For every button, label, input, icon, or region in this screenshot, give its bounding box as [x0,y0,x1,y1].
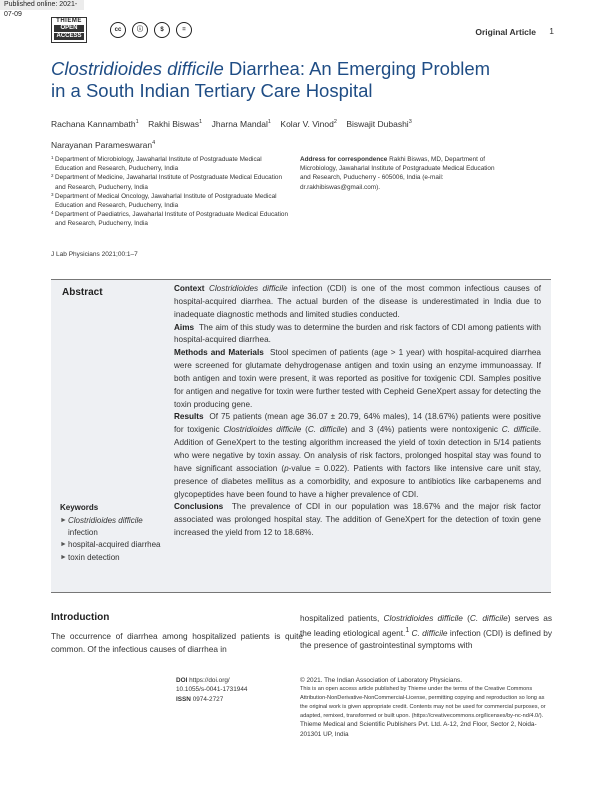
results-label: Results [174,412,204,422]
author[interactable]: Rachana Kannambath [51,118,136,129]
author-sup: 1 [135,119,139,125]
keyword-item[interactable] [60,539,170,551]
correspondence [300,155,505,192]
title-line1-rest: Diarrhea: An Emerging Problem [223,58,491,79]
abstract-context [174,283,541,322]
affiliation-text: Department of Paediatrics, Jawaharlal Institute of Postgraduate Medical Education and Research, Puducherry, India [55,211,289,228]
doi-link[interactable]: https://doi.org/ [187,677,230,684]
affiliation [51,155,291,173]
affiliation-sup: 4 [51,210,54,216]
keyword-text: hospital-acquired diarrhea [68,540,161,550]
keyword-item[interactable] [60,552,170,564]
title-italic: Clostridioides difficile [51,58,224,79]
correspondence-text[interactable]: Rakhi Biswas, MD, Department of Microbiology, Jawaharlal Institute of Postgraduate Medical Education and Research, Puducherry - 605006, India (e-mail: dr.rakhibiswas@gmail.com). [300,156,495,191]
results-text: . Addition of GeneXpert to the testing algorithm increased the yield of toxin detection in 5/14 patients who were negative by toxin assay. On analysis of risk factors, prolonged hospital stay was found to have significant association ( [174,425,541,473]
affiliation-sup: 2 [51,173,54,179]
thieme-open-access-logo[interactable] [51,17,87,43]
logo-line-3: ACCESS [54,33,84,40]
affiliation-text: Department of Microbiology, Jawaharlal Institute of Postgraduate Medical Education and Research, Puducherry, India [55,156,262,173]
affiliation-text: Department of Medical Oncology, Jawaharlal Institute of Postgraduate Medical Education and Research, Puducherry, India [55,192,277,210]
title-line2: in a South Indian Tertiary Care Hospital [51,80,373,101]
introduction-left-text: The occurrence of diarrhea among hospitalized patients is quite common. Of the infectious causes of diarrhea in [51,631,303,654]
affiliation [51,210,291,228]
copyright-block [300,676,552,739]
abstract-aims [174,322,541,348]
affiliation [51,173,291,191]
intro-text: ( [462,613,470,623]
keyword-item[interactable] [60,515,170,539]
introduction-heading: Introduction [51,612,110,623]
results-italic: C. difficile [501,425,539,435]
context-italic: Clostridioides difficile [208,284,288,293]
license-icons[interactable] [110,22,192,38]
article-title [51,58,551,102]
conclusions-text: The prevalence of CDI in our population was 18.67% and the major risk factor associated was prolonged hospital stay. The addition of GeneXpert for the detection of toxin gene increased the yield from 12 to 18.68%. [174,502,541,538]
author[interactable]: Kolar V. Vinod [280,118,334,129]
publisher-text: Thieme Medical and Scientific Publishers Pvt. Ltd. A-12, 2nd Floor, Sector 2, Noida-201301 UP, India [300,721,537,738]
affiliation [51,192,291,210]
abstract-heading: Abstract [62,287,103,298]
intro-italic: C. difficile [409,627,448,638]
abstract-body [174,283,541,540]
license-text: This is an open access article published by Thieme under the terms of the Creative Commons Attribution-NonDerivative-NonCommercial-License, permitting copying and reproduction so long as the original work is given appropriate credit. Contents may not be used for commercial purposes, or adapted, remixed, transformed or built upon. (https://creativecommons.org/licenses/by-nc-nd/4.0/). [300,686,546,719]
journal-reference: J Lab Physicians 2021;00:1–7 [51,251,138,258]
keywords-heading: Keywords [60,503,99,512]
doi-block [176,676,291,704]
copyright-line: © 2021. The Indian Association of Laboratory Physicians. [300,677,462,684]
keyword-italic: Clostridioides difficile [68,516,143,525]
article-type: Original Article [475,27,536,37]
doi-label: DOI [176,677,188,684]
author-sup: 1 [199,119,203,125]
keywords-list [60,515,170,564]
issn-value: 0974-2727 [190,695,224,703]
aims-text: The aim of this study was to determine the burden and risk factors of CDI among patients with hospital-acquired diarrhea. [174,322,541,345]
intro-italic: C. difficile [469,613,508,623]
intro-text: ) serves as the leading etiological agent. [300,613,553,638]
doi-number[interactable]: 10.1055/s-0041-1731944 [176,686,248,694]
author-sup: 3 [408,119,412,125]
results-italic: Clostridioides difficile [223,425,302,435]
results-text: Of 75 patients (mean age 36.07 ± 20.79, 64% males), 14 (18.67%) patients were positive for toxigenic [174,412,541,435]
abstract-conclusions [174,501,541,540]
correspondence-label: Address for correspondence [300,156,388,163]
keyword-text: infection [68,528,98,538]
results-text: -value = 0.022). Patients with factors like intensive care unit stay, presence of diabetes mellitus as a comorbidity, and exposure to antibiotics like carbapenems and glycopeptides have been found to have a higher prevalence of CDI. [174,463,541,499]
cc-icon[interactable]: cc [110,22,126,38]
methods-label: Methods and Materials [174,348,264,358]
context-text: infection (CDI) is one of the most common infectious causes of hospital-acquired diarrhea. The actual burden of the disease is underestimated in India due to inadequate diagnostic methods and limited studies conducted. [174,284,541,319]
results-text: ) and 3 (4%) patients were nontoxigenic [344,425,502,435]
methods-text: Stool specimen of patients (age > 1 year) with hospital-acquired diarrhea were screened for glutamate dehydrogenase antigen and toxin using an enzyme immunoassay. If both antigen and toxin were present, it was reported as positive for toxigenic CDI. Samples positive for antigen and negative for toxin were further tested with Cepheid GeneXpert assay for detecting the toxin producing gene. [174,348,541,409]
results-italic: p [284,463,289,473]
logo-line-1: THIEME [56,18,82,24]
intro-italic: Clostridioides difficile [383,613,463,623]
author[interactable]: Narayanan Parameswaran [51,139,153,150]
nd-icon[interactable]: = [176,22,192,38]
results-text: ( [301,425,308,435]
aims-label: Aims [174,322,195,332]
author[interactable]: Jharna Mandal [211,118,268,129]
affiliation-text: Department of Medicine, Jawaharlal Institute of Postgraduate Medical Education and Research, Puducherry, India [55,174,282,191]
context-label: Context [174,284,205,293]
nc-icon[interactable]: $ [154,22,170,38]
author-list [51,113,531,155]
intro-text: hospitalized patients, [300,613,384,623]
published-online-banner: Published online: 2021-07-09 [0,0,84,10]
affiliation-sup: 3 [51,191,54,197]
author[interactable]: Rakhi Biswas [148,118,200,129]
logo-line-2: OPEN [54,25,84,32]
conclusions-label: Conclusions [174,502,224,512]
citation-sup[interactable]: 1 [405,626,410,634]
author-sup: 2 [333,119,337,125]
arrow-right-icon: ► [60,517,67,524]
abstract-methods [174,347,541,411]
affiliation-sup: 1 [51,155,54,160]
introduction-right-text [300,612,552,652]
affiliations [51,155,291,229]
arrow-right-icon: ► [60,553,67,561]
abstract-results [174,411,541,501]
issn-label: ISSN [176,695,191,703]
author-sup: 4 [152,139,156,146]
by-icon[interactable]: ⓘ [132,22,148,38]
author[interactable]: Biswajit Dubashi [346,118,409,129]
results-italic: C. difficile [307,425,345,435]
page-number: 1 [549,26,554,36]
intro-text: infection (CDI) is defined by the presence of gastrointestinal symptoms with [300,627,552,651]
author-sup: 1 [267,119,271,125]
arrow-right-icon: ► [60,541,67,549]
keyword-text: toxin detection [68,552,120,562]
